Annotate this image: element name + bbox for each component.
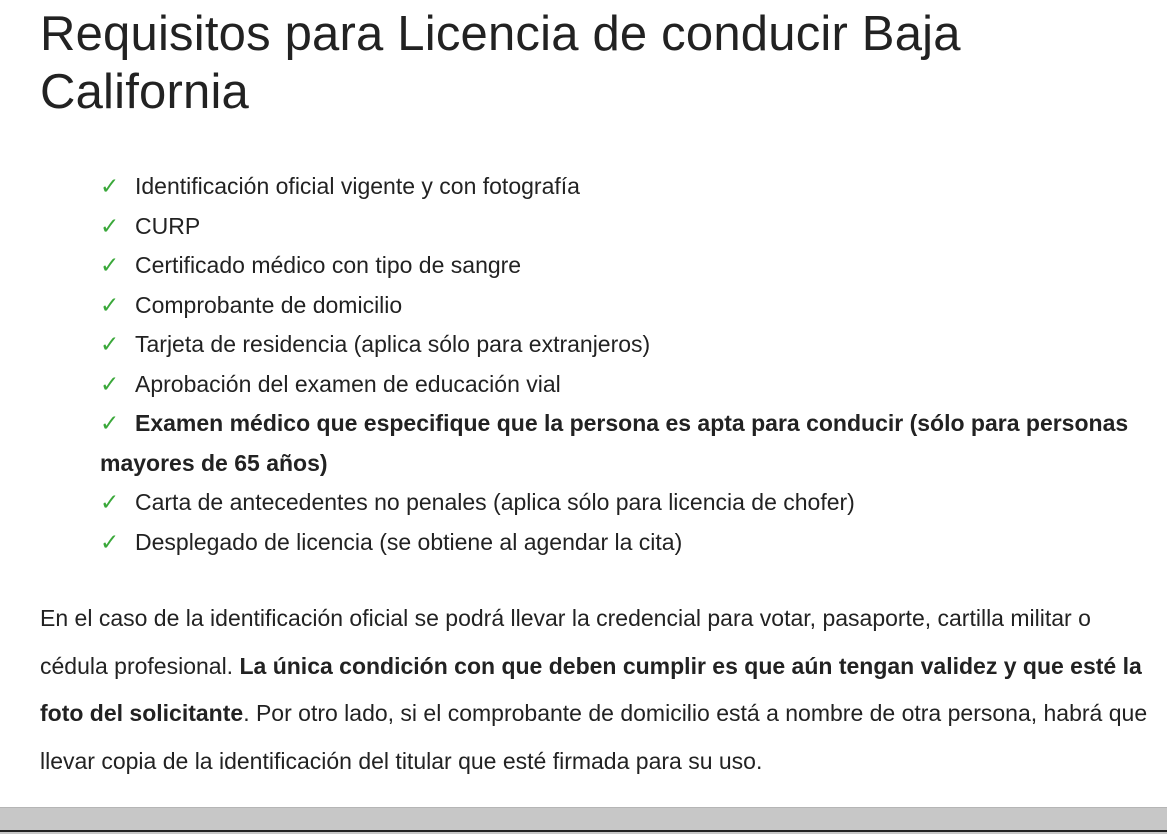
check-icon: ✓ [100, 173, 120, 199]
check-icon: ✓ [100, 252, 120, 278]
check-icon: ✓ [100, 212, 120, 239]
paragraph-text: . Por otro lado, si el comprobante de domicilio está a nombre de otra persona, habrá que llevar copia de la identificación del titular que esté firmada para su uso. [40, 700, 1148, 774]
check-icon: ✓ [100, 291, 120, 318]
list-item [100, 207, 1160, 247]
list-item [100, 167, 1160, 207]
list-item [100, 365, 1160, 405]
list-item-text: Aprobación del examen de educación vial [135, 370, 561, 397]
list-item-text: Examen médico que especifique que la persona es apta para conducir (sólo para personas mayores de 65 años) [100, 410, 1129, 476]
list-item-bold [40, 404, 1160, 483]
paragraph-text: En el caso de la identificación oficial se podrá llevar la credencial para votar, pasaporte, cartilla militar o cédula profesional. [40, 605, 1091, 679]
requirements-list [40, 167, 1160, 562]
list-item-text: Certificado médico con tipo de sangre [135, 252, 522, 278]
article [40, 0, 1160, 785]
list-item-text: Desplegado de licencia (se obtiene al agendar la cita) [135, 528, 683, 555]
list-item [100, 286, 1160, 326]
check-icon: ✓ [100, 528, 120, 555]
list-item-text: Comprobante de domicilio [135, 291, 403, 318]
list-item-text: CURP [135, 212, 201, 239]
list-item [100, 246, 1160, 286]
scrollbar-divider [0, 830, 1167, 832]
list-item-text: Identificación oficial vigente y con fotografía [135, 173, 580, 199]
paragraph-bold-text: La única condición con que deben cumplir es que aún tengan validez y que esté la foto del solicitante [40, 652, 1142, 726]
list-item [100, 483, 1160, 523]
list-item-text: Carta de antecedentes no penales (aplica sólo para licencia de chofer) [135, 489, 855, 515]
check-icon: ✓ [100, 370, 120, 397]
page-title: Requisitos para Licencia de conducir Baja California [40, 7, 961, 119]
list-item [100, 325, 1160, 365]
horizontal-scrollbar[interactable] [0, 807, 1167, 834]
check-icon: ✓ [100, 410, 120, 436]
check-icon: ✓ [100, 489, 120, 515]
identification-paragraph [40, 595, 1158, 785]
check-icon: ✓ [100, 331, 120, 357]
list-item [100, 523, 1160, 563]
list-item-text: Tarjeta de residencia (aplica sólo para extranjeros) [135, 331, 651, 357]
